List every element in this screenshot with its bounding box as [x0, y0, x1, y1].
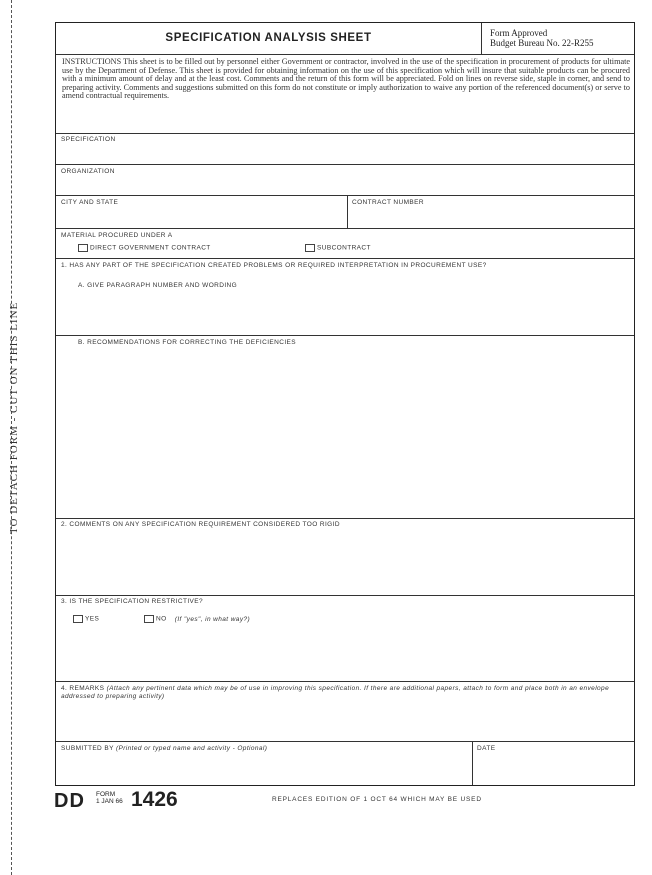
contract-number-label: CONTRACT NUMBER — [352, 199, 424, 206]
footer-form-number: 1426 — [131, 788, 178, 811]
submitted-by-field[interactable] — [56, 741, 471, 785]
direct-contract-checkbox[interactable] — [78, 244, 88, 252]
question-3-rule — [56, 681, 634, 682]
subcontract-label: SUBCONTRACT — [317, 244, 371, 252]
contract-number-field[interactable] — [348, 195, 634, 228]
material-rule — [56, 258, 634, 259]
approval-line-1: Form Approved — [490, 28, 548, 38]
approval-line-2: Budget Bureau No. 22-R255 — [490, 38, 594, 48]
cut-line-text: TO DETACH FORM - CUT ON THIS LINE — [8, 301, 20, 534]
organization-field[interactable] — [56, 164, 634, 195]
question-3-label: 3. IS THE SPECIFICATION RESTRICTIVE? — [61, 598, 204, 605]
city-state-label: CITY AND STATE — [61, 199, 119, 206]
city-state-field[interactable] — [56, 195, 346, 228]
header-divider — [481, 23, 482, 54]
date-field[interactable] — [473, 741, 634, 785]
header-rule — [56, 54, 634, 55]
specification-analysis-form — [55, 22, 635, 786]
question-1b-field[interactable] — [56, 347, 634, 518]
yes-checkbox[interactable] — [73, 615, 83, 623]
question-1-rule — [56, 518, 634, 519]
yes-option[interactable] — [73, 615, 99, 623]
no-label: NO — [156, 615, 167, 623]
no-option[interactable] — [144, 615, 250, 623]
subcontract-checkbox[interactable] — [305, 244, 315, 252]
remarks-hint: (Attach any pertinent data which may be of use in improving this specification. If there are additional papers, attach to form and place both in an envelope addressed to preparing activity) — [61, 685, 610, 700]
material-procured-label: MATERIAL PROCURED UNDER A — [61, 232, 173, 239]
organization-label: ORGANIZATION — [61, 168, 115, 175]
submitted-by-title: SUBMITTED BY — [61, 745, 114, 752]
question-2-rule — [56, 595, 634, 596]
question-2-label: 2. COMMENTS ON ANY SPECIFICATION REQUIREMENT CONSIDERED TOO RIGID — [61, 521, 340, 528]
footer-dd: DD — [54, 790, 85, 812]
subcontract-option[interactable] — [305, 244, 371, 252]
question-3-field[interactable] — [56, 625, 634, 681]
question-1-label: 1. HAS ANY PART OF THE SPECIFICATION CREATED PROBLEMS OR REQUIRED INTERPRETATION IN PROCUREMENT USE? — [61, 262, 487, 269]
form-title: SPECIFICATION ANALYSIS SHEET — [165, 32, 372, 44]
question-1b-label: B. RECOMMENDATIONS FOR CORRECTING THE DEFICIENCIES — [78, 339, 297, 346]
specification-label: SPECIFICATION — [61, 136, 116, 143]
city-rule — [56, 228, 634, 229]
no-hint: (If "yes", in what way?) — [174, 615, 251, 623]
question-2-field[interactable] — [56, 530, 634, 595]
no-checkbox[interactable] — [144, 615, 154, 623]
question-4-label — [61, 685, 629, 700]
direct-contract-label: DIRECT GOVERNMENT CONTRACT — [90, 244, 211, 252]
footer-form-date: 1 JAN 66 — [96, 798, 123, 805]
direct-contract-option[interactable] — [78, 244, 211, 252]
footer-form-word: FORM — [96, 791, 116, 798]
footer-form-block — [96, 791, 123, 805]
remarks-label: 4. REMARKS — [61, 685, 105, 692]
question-1a-field[interactable] — [56, 291, 634, 335]
remarks-field[interactable] — [56, 703, 634, 741]
form-approval — [490, 28, 594, 48]
submitted-by-hint: (Printed or typed name and activity - Optional) — [115, 745, 268, 752]
specification-field[interactable] — [56, 133, 634, 164]
footer-replaces-note: REPLACES EDITION OF 1 OCT 64 WHICH MAY BE USED — [272, 796, 482, 803]
date-label: DATE — [477, 745, 496, 752]
yes-label: YES — [85, 615, 100, 623]
question-1a-rule — [56, 335, 634, 336]
instructions-text: INSTRUCTIONS This sheet is to be filled out by personnel either Government or contractor, involved in the use of the specification in procurement of products for ultimate use by the Department of Defense. This sheet is provided for obtaining information on the use of this specification which will insure that suitable products can be procured with a minimum amount of delay and at the least cost. Comments and the return of this form will be appreciated. Fold on lines on reverse side, staple in corner, and send to preparing activity. Comments and suggestions submitted on this form do not constitute or imply authorization to waive any portion of the referenced document(s) or serve to amend contractual requirements. — [62, 57, 630, 101]
question-1a-label: A. GIVE PARAGRAPH NUMBER AND WORDING — [78, 282, 238, 289]
